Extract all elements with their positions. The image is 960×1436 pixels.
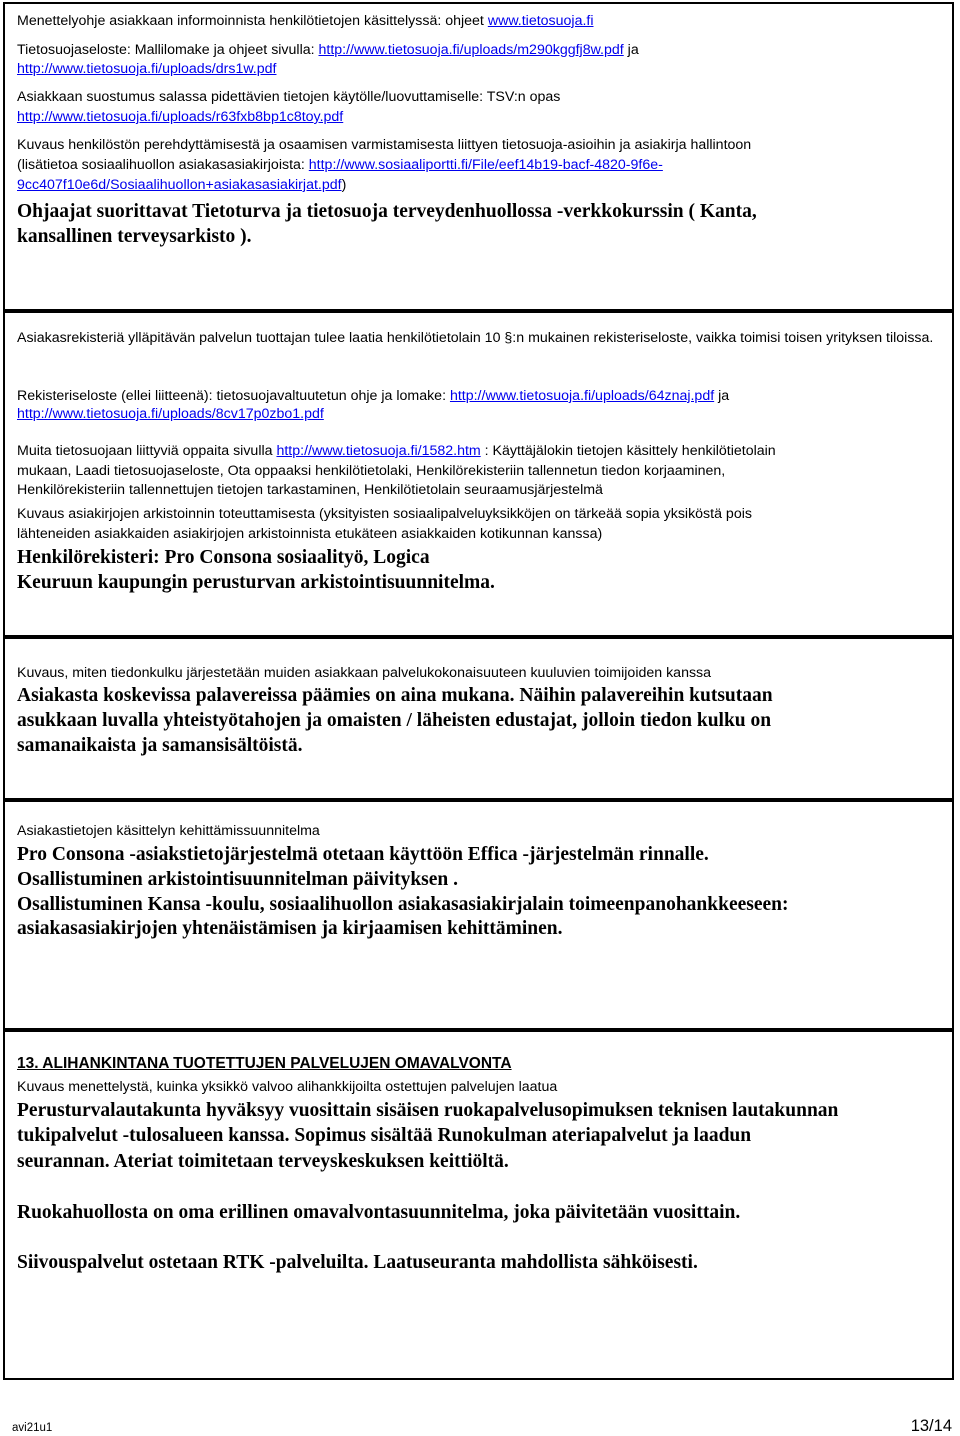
bold-statement: Ruokahuollosta on oma erillinen omavalvontasuunnitelma, joka päivitetään vuosittain.: [17, 1202, 741, 1223]
guideline-line: 9cc407f10e6d/Sosiaalihuollon+asiakasasiakirjat.pdf): [17, 177, 347, 193]
footer-code: avi21u1: [12, 1422, 53, 1434]
guideline-line: Kuvaus henkilöstön perehdyttämisestä ja osaamisen varmistamisesta liittyen tietosuoja-asioihin ja asiakirja hallintoon: [17, 137, 752, 153]
bold-statement: asiakasasiakirjojen yhtenäistämisen ja kirjaamisen kehittäminen.: [17, 918, 563, 939]
register-line: Muita tietosuojaan liittyviä oppaita sivulla http://www.tietosuoja.fi/1582.htm : Käyttäjälokin tietojen käsittely henkilötietolain: [17, 443, 776, 459]
guideline-line: Menettelyohje asiakkaan informoinnista henkilötietojen käsittelyssä: ohjeet www.tietosuoja.fi: [17, 13, 594, 29]
guideline-line: [17, 59, 944, 79]
bold-statement: Pro Consona -asiakstietojärjestelmä otetaan käyttöön Effica -järjestelmän rinnalle.: [17, 844, 709, 865]
section-heading: Asiakastietojen käsittelyn kehittämissuunnitelma: [17, 823, 320, 839]
register-line: Henkilörekisteriin tallennettujen tietojen tarkastaminen, Henkilötietolain seuraamusjärjestelmä: [17, 482, 603, 498]
section-client-register: [3, 311, 954, 637]
register-paragraph: Asiakasrekisteriä ylläpitävän palvelun tuottajan tulee laatia henkilötietolain 10 §:n mukainen rekisteriseloste, vaikka toimisi toisen yrityksen tiloissa.: [17, 330, 934, 346]
page-number: 13/14: [910, 1417, 952, 1435]
register-line: lähteneiden asiakkaiden asiakirjojen arkistoinnista etukäteen asiakkaiden kotikunnan kanssa): [17, 526, 603, 542]
bold-statement: Siivouspalvelut ostetaan RTK -palveluilta. Laatuseuranta mahdollista sähköisesti.: [17, 1252, 698, 1273]
register-form-link[interactable]: http://www.tietosuoja.fi/uploads/64znaj.pdf: [449, 388, 715, 404]
register-line: Kuvaus asiakirjojen arkistoinnin toteuttamisesta (yksityisten sosiaalipalveluyksikköjen on tärkeää sopia yksiköstä pois: [17, 506, 752, 522]
section-subcontracting: [3, 1030, 954, 1380]
register-line: Rekisteriseloste (ellei liitteenä): tietosuojavaltuutetun ohje ja lomake: http://www.tietosuoja.fi/uploads/64znaj.pdf ja: [17, 388, 730, 404]
bold-statement: Ohjaajat suorittavat Tietoturva ja tietosuoja terveydenhuollossa -verkkokurssin ( Kanta,: [17, 201, 757, 222]
guideline-line: Tietosuojaseloste: Mallilomake ja ohjeet sivulla: http://www.tietosuoja.fi/uploads/m290kggfj8w.pdf ja: [17, 42, 639, 58]
guideline-line: [17, 107, 944, 127]
guideline-line: (lisätietoa sosiaalihuollon asiakasasiakirjoista: http://www.sosiaaliportti.fi/File/eef14b19-bacf-4820-9f6e-: [17, 157, 663, 173]
bold-statement: kansallinen terveysarkisto ).: [17, 226, 252, 247]
bold-statement: asukkaan luvalla yhteistyötahojen ja omaisten / läheisten edustajat, jolloin tiedon kulku on: [17, 710, 772, 731]
section-heading: Kuvaus menettelystä, kuinka yksikkö valvoo alihankkijoilta ostettujen palvelujen laatua: [17, 1079, 558, 1095]
register-line: mukaan, Laadi tietosuojaseloste, Ota oppaaksi henkilötietolaki, Henkilörekisteriin tallennetun tiedon korjaaminen,: [17, 463, 726, 479]
privacy-guide-link[interactable]: http://www.tietosuoja.fi/uploads/drs1w.pdf: [17, 61, 277, 77]
guideline-line: Asiakkaan suostumus salassa pidettävien tietojen käytölle/luovuttamiselle: TSV:n opas: [17, 89, 561, 105]
privacy-guides-link[interactable]: http://www.tietosuoja.fi/1582.htm: [276, 443, 481, 459]
section-privacy-guidelines: [3, 2, 954, 311]
bold-statement: seurannan. Ateriat toimitetaan terveyskeskuksen keittiöltä.: [17, 1151, 509, 1172]
section-title: 13. ALIHANKINTANA TUOTETTUJEN PALVELUJEN OMAVALVONTA: [17, 1055, 512, 1072]
register-guide-link[interactable]: http://www.tietosuoja.fi/uploads/8cv17p0zbo1.pdf: [17, 406, 324, 422]
bold-statement: tukipalvelut -tulosalueen kanssa. Sopimus sisältää Runokulman ateriapalvelut ja laadun: [17, 1125, 752, 1146]
bold-statement: Osallistuminen Kansa -koulu, sosiaalihuollon asiakasasiakirjalain toimeenpanohankkeeseen:: [17, 894, 789, 915]
bold-statement: Keuruun kaupungin perusturvan arkistointisuunnitelma.: [17, 572, 495, 593]
tietosuoja-link[interactable]: www.tietosuoja.fi: [487, 13, 594, 29]
bold-statement: Perusturvalautakunta hyväksyy vuosittain sisäisen ruokapalvelusopimuksen teknisen lautakunnan: [17, 1100, 839, 1121]
bold-statement: Osallistuminen arkistointisuunnitelman päivityksen .: [17, 869, 459, 890]
section-information-flow: [3, 637, 954, 800]
privacy-form-link[interactable]: http://www.tietosuoja.fi/uploads/m290kggfj8w.pdf: [318, 42, 624, 58]
bold-statement: Asiakasta koskevissa palavereissa päämies on aina mukana. Näihin palavereihin kutsutaan: [17, 685, 773, 706]
section-heading: Kuvaus, miten tiedonkulku järjestetään muiden asiakkaan palvelukokonaisuuteen kuuluvien toimijoiden kanssa: [17, 665, 712, 681]
section-development-plan: [3, 800, 954, 1030]
consent-guide-link[interactable]: http://www.tietosuoja.fi/uploads/r63fxb8bp1c8toy.pdf: [17, 109, 344, 125]
bold-statement: Henkilörekisteri: Pro Consona sosiaalityö, Logica: [17, 547, 430, 568]
bold-statement: samanaikaista ja samansisältöistä.: [17, 735, 303, 756]
sosiaaliportti-link[interactable]: http://www.sosiaaliportti.fi/File/eef14b19-bacf-4820-9f6e-: [308, 157, 663, 173]
sosiaaliportti-link-cont[interactable]: 9cc407f10e6d/Sosiaalihuollon+asiakasasiakirjat.pdf: [17, 177, 342, 193]
register-line: [17, 404, 944, 424]
